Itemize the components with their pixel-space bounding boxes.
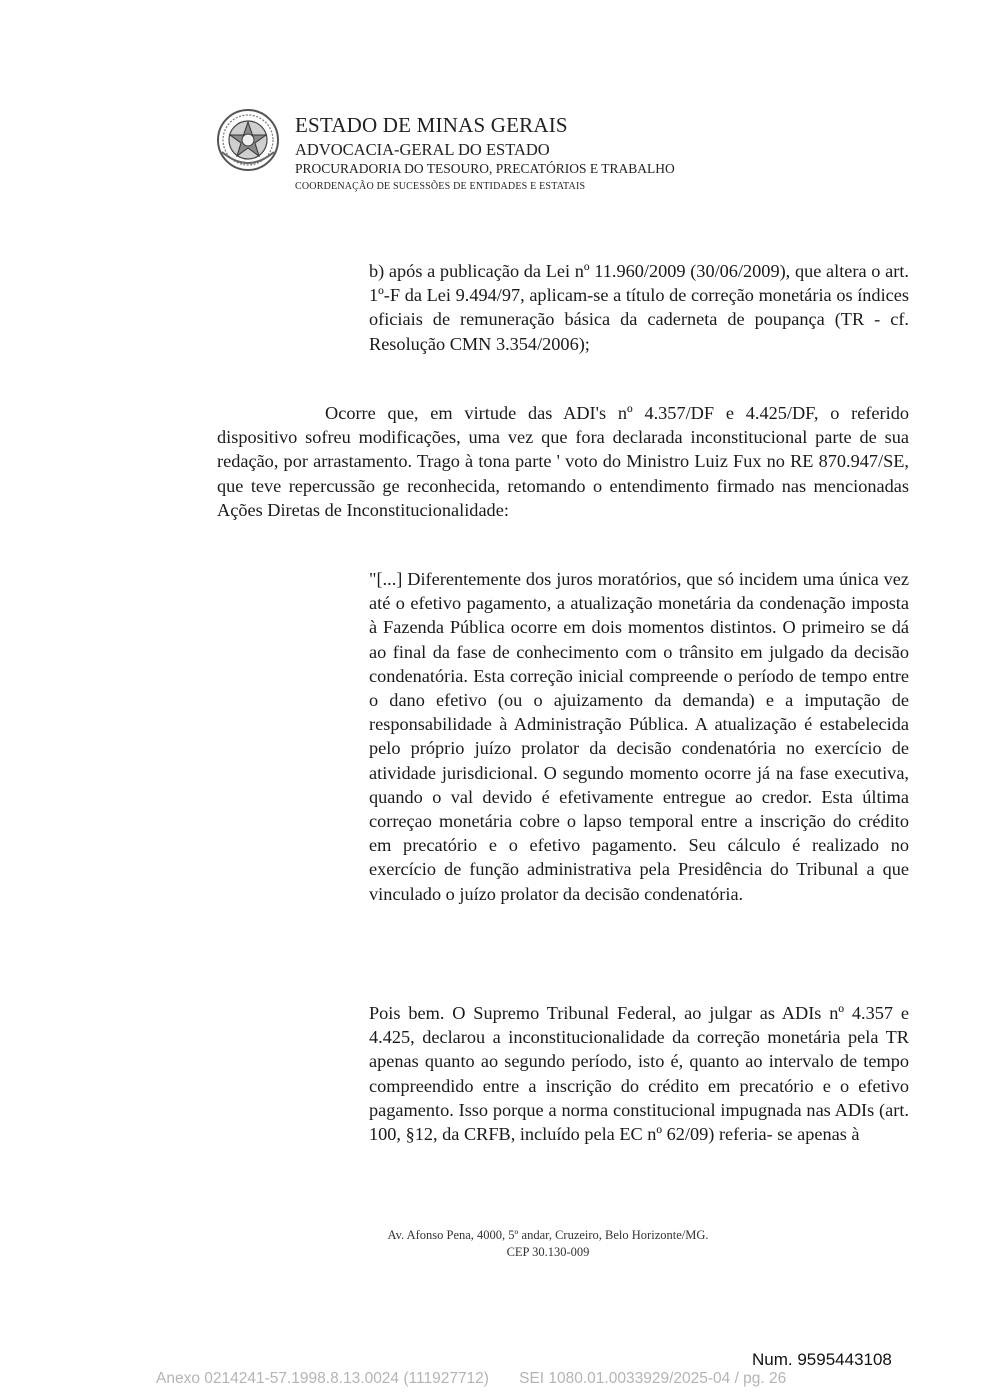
footer-address: Av. Afonso Pena, 4000, 5º andar, Cruzeiro, Belo Horizonte/MG. [387, 1228, 709, 1242]
coat-of-arms-seal-icon [216, 108, 280, 172]
header-coordination-name: COORDENAÇÃO DE SUCESSÕES DE ENTIDADES E ESTATAIS [295, 181, 586, 192]
footer-cep: CEP 30.130-009 [506, 1245, 590, 1259]
header-department-name: PROCURADORIA DO TESOURO, PRECATÓRIOS E TRABALHO [295, 161, 675, 176]
header-agency-name: ADVOCACIA-GERAL DO ESTADO [295, 140, 550, 159]
ocorre-paragraph: Ocorre que, em virtude das ADI's nº 4.357/DF e 4.425/DF, o referido dispositivo sofreu modificações, uma vez que fora declarada inconstitucional parte de sua redação, por arrastamento. Trago à tona parte ' voto do Ministro Luiz Fux no RE 870.947/SE, que teve repercussão ge reconhecida, retomando o entendimento firmado nas mencionadas Ações Diretas de Inconstitucionalidade: [217, 403, 909, 520]
header-state-name: ESTADO DE MINAS GERAIS [295, 113, 568, 137]
item-b-paragraph: b) após a publicação da Lei nº 11.960/2009 (30/06/2009), que altera o art. 1º-F da Lei 9.494/97, aplicam-se a título de correção monetária os índices oficiais de remuneração básica da caderneta de poupança (TR - cf. Resolução CMN 3.354/2006); [369, 261, 909, 354]
document-number-stamp: Num. 9595443108 [752, 1350, 892, 1369]
footer-address-block [250, 1227, 846, 1261]
quote-continuation-paragraph: Pois bem. O Supremo Tribunal Federal, ao julgar as ADIs nº 4.357 e 4.425, declarou a inconstitucionalidade da correção monetária pela TR apenas quanto ao segundo período, isto é, quanto ao intervalo de tempo compreendido entre a inscrição do crédito em precatório e o efetivo pagamento. Isso porque a norma constitucional impugnada nas ADIs (art. 100, §12, da CRFB, incluído pela EC nº 62/09) referia- se apenas à [369, 1003, 909, 1145]
quote-paragraph: "[...] Diferentemente dos juros moratórios, que só incidem uma única vez até o efetivo pagamento, a atualização monetária da condenação imposta à Fazenda Pública ocorre em dois momentos distintos. O primeiro se dá ao final da fase de conhecimento com o trânsito em julgado da decisão condenatória. Esta correção inicial compreende o período de tempo entre o dano efetivo (ou o ajuizamento da demanda) e a imputação de responsabilidade à Administração Pública. A atualização é estabelecida pelo próprio juízo prolator da decisão condenatória no exercício de atividade jurisdicional. O segundo momento ocorre já na fase executiva, quando o val devido é efetivamente entregue ao credor. Esta última correçao monetária cobre o lapso temporal entre a inscrição do crédito em precatório e o efetivo pagamento. Seu cálculo é realizado no exercício de função administrativa pela Presidência do Tribunal a que vinculado o juízo prolator da decisão condenatória. [369, 569, 909, 904]
annex-reference-stamp: Anexo 0214241-57.1998.8.13.0024 (111927712) SEI 1080.01.0033929/2025-04 / pg. 26 [156, 1370, 787, 1387]
